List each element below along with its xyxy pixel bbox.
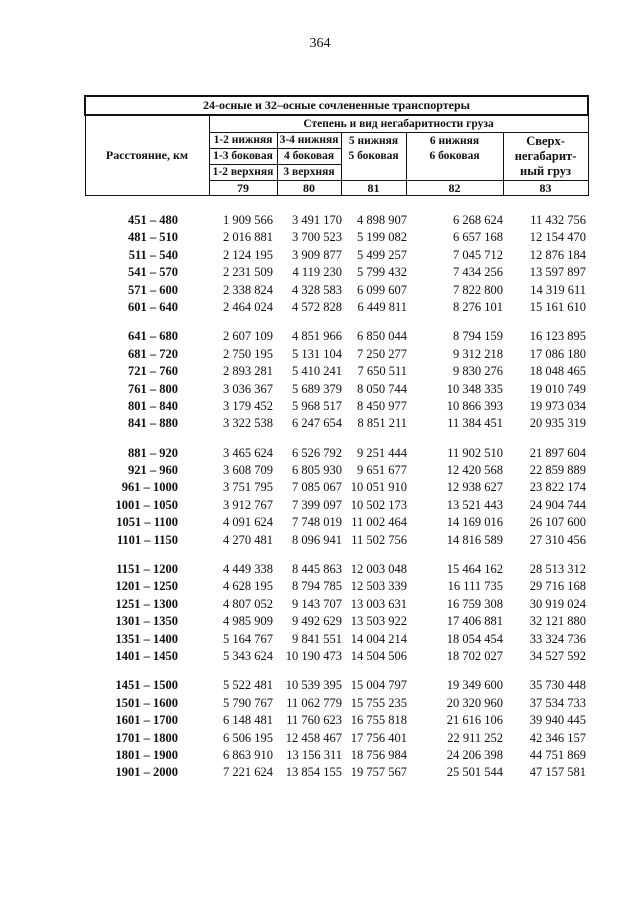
- distance-cell: 1151 – 1200: [116, 562, 178, 577]
- rate-81-cell: 10 502 173: [350, 497, 407, 512]
- rate-80-cell: 13 854 155: [285, 765, 342, 780]
- rate-80-cell: 9 841 551: [292, 631, 342, 646]
- rate-82-cell: 16 111 735: [447, 579, 503, 594]
- table-row: [0, 712, 640, 729]
- table-row: [0, 532, 640, 549]
- distance-cell: 761 – 800: [128, 381, 178, 396]
- table-row: [0, 299, 640, 316]
- rate-80-cell: 5 410 241: [292, 364, 342, 379]
- rate-80-cell: 4 328 583: [292, 282, 342, 297]
- rate-83-cell: 34 527 592: [529, 648, 586, 663]
- rate-82-cell: 14 816 589: [446, 532, 503, 547]
- rate-80-cell: 8 096 941: [292, 532, 342, 547]
- rate-83-cell: 23 822 174: [529, 480, 586, 495]
- distance-cell: 1251 – 1300: [115, 596, 178, 611]
- distance-cell: 1201 – 1250: [115, 579, 178, 594]
- rate-81-cell: 14 004 214: [350, 631, 407, 646]
- rate-81-cell: 14 504 506: [350, 648, 407, 663]
- column-code-81: 81: [341, 181, 406, 196]
- distance-cell: 801 – 840: [128, 398, 178, 413]
- rate-83-cell: 21 897 604: [529, 445, 586, 460]
- rate-79-cell: 4 807 052: [223, 596, 273, 611]
- table-row: [0, 363, 640, 380]
- table-row: [0, 677, 640, 694]
- rate-81-cell: 6 850 044: [357, 329, 407, 344]
- rate-83-cell: 12 876 184: [529, 247, 586, 262]
- rate-79-cell: 3 751 795: [223, 480, 273, 495]
- rate-81-cell: 19 757 567: [350, 765, 407, 780]
- rate-79-cell: 3 465 624: [223, 445, 273, 460]
- rate-79-cell: 3 322 538: [223, 416, 273, 431]
- table-row: [0, 613, 640, 630]
- table-row: [0, 648, 640, 665]
- rate-79-cell: 2 893 281: [223, 364, 273, 379]
- rate-80-cell: 3 909 877: [292, 247, 342, 262]
- rate-82-cell: 7 822 800: [453, 282, 503, 297]
- rate-82-cell: 6 657 168: [453, 230, 503, 245]
- rate-83-cell: 12 154 470: [529, 230, 586, 245]
- table-row: [0, 328, 640, 345]
- rate-83-cell: 22 859 889: [529, 463, 586, 478]
- table-row: [0, 578, 640, 595]
- rate-81-cell: 12 003 048: [350, 562, 407, 577]
- rate-82-cell: 18 054 454: [446, 631, 503, 646]
- rate-81-cell: 8 050 744: [357, 381, 407, 396]
- table-row: [0, 596, 640, 613]
- rate-82-cell: 9 830 276: [453, 364, 503, 379]
- rate-83-cell: 26 107 600: [529, 515, 586, 530]
- table-row: [0, 462, 640, 479]
- row-group: [0, 561, 640, 665]
- rate-82-cell: 17 406 881: [446, 614, 503, 629]
- rate-79-cell: 3 912 767: [223, 497, 273, 512]
- table-row: [0, 247, 640, 264]
- rate-80-cell: 4 851 966: [292, 329, 342, 344]
- rate-80-cell: 4 572 828: [292, 299, 342, 314]
- rate-80-cell: 4 119 230: [292, 265, 342, 280]
- rate-80-cell: 12 458 467: [285, 730, 342, 745]
- rate-82-cell: 9 312 218: [453, 346, 503, 361]
- table-row: [0, 695, 640, 712]
- rate-81-cell: 11 502 756: [351, 532, 407, 547]
- rate-81-cell: 5 199 082: [357, 230, 407, 245]
- rate-81-cell: 7 250 277: [357, 346, 407, 361]
- rate-83-cell: 20 935 319: [529, 416, 586, 431]
- rate-80-cell: 8 794 785: [292, 579, 342, 594]
- distance-cell: 1701 – 1800: [115, 730, 178, 745]
- rate-82-cell: 15 464 162: [446, 562, 503, 577]
- rate-79-cell: 5 522 481: [223, 678, 273, 693]
- rate-82-cell: 11 902 510: [447, 445, 503, 460]
- distance-cell: 451 – 480: [128, 213, 178, 227]
- rate-83-cell: 19 010 749: [529, 381, 586, 396]
- table-row: [0, 764, 640, 781]
- rate-83-cell: 11 432 756: [530, 213, 586, 227]
- rate-81-cell: 15 755 235: [350, 695, 407, 710]
- rate-80-cell: 5 131 104: [292, 346, 342, 361]
- rate-81-cell: 6 449 811: [357, 299, 407, 314]
- table-row: [0, 346, 640, 363]
- distance-cell: 1451 – 1500: [115, 678, 178, 693]
- rate-79-cell: 2 124 195: [223, 247, 273, 262]
- rate-82-cell: 16 759 308: [446, 596, 503, 611]
- rate-81-cell: 16 755 818: [350, 713, 407, 728]
- rate-81-cell: 5 799 432: [357, 265, 407, 280]
- rate-81-cell: 8 450 977: [357, 398, 407, 413]
- rate-79-cell: 3 608 709: [223, 463, 273, 478]
- table-body: [0, 212, 640, 794]
- distance-cell: 641 – 680: [128, 329, 178, 344]
- column-header-80: 3-4 нижняя 4 боковая 3 верхняя: [277, 133, 341, 181]
- rate-79-cell: 6 148 481: [223, 713, 273, 728]
- table-row: [0, 479, 640, 496]
- rate-79-cell: 7 221 624: [223, 765, 273, 780]
- rate-79-cell: 4 270 481: [223, 532, 273, 547]
- rate-81-cell: 6 099 607: [357, 282, 407, 297]
- rate-83-cell: 44 751 869: [529, 747, 586, 762]
- rate-79-cell: 4 628 195: [223, 579, 273, 594]
- rate-83-cell: 19 973 034: [529, 398, 586, 413]
- table-row: [0, 747, 640, 764]
- table-row: [0, 381, 640, 398]
- rate-82-cell: 7 434 256: [453, 265, 503, 280]
- distance-cell: 1601 – 1700: [115, 713, 178, 728]
- distance-cell: 1301 – 1350: [115, 614, 178, 629]
- distance-cell: 921 – 960: [128, 463, 178, 478]
- table-row: [0, 631, 640, 648]
- rate-79-cell: 1 909 566: [223, 213, 273, 227]
- column-code-82: 82: [406, 181, 503, 196]
- distance-cell: 721 – 760: [128, 364, 178, 379]
- rate-81-cell: 9 651 677: [357, 463, 407, 478]
- rate-79-cell: 2 464 024: [223, 299, 273, 314]
- rate-79-cell: 4 985 909: [223, 614, 273, 629]
- row-group: [0, 328, 640, 432]
- rate-82-cell: 19 349 600: [446, 678, 503, 693]
- rate-80-cell: 8 445 863: [292, 562, 342, 577]
- table-row: [0, 445, 640, 462]
- table-row: [0, 415, 640, 432]
- rate-82-cell: 21 616 106: [446, 713, 503, 728]
- rate-82-cell: 12 420 568: [446, 463, 503, 478]
- rate-82-cell: 7 045 712: [453, 247, 503, 262]
- rate-79-cell: 2 016 881: [223, 230, 273, 245]
- rate-83-cell: 42 346 157: [529, 730, 586, 745]
- column-header-79: 1-2 нижняя 1-3 боковая 1-2 верхняя: [209, 133, 277, 181]
- rate-79-cell: 2 607 109: [223, 329, 273, 344]
- rate-81-cell: 9 251 444: [357, 445, 407, 460]
- rate-83-cell: 27 310 456: [529, 532, 586, 547]
- distance-cell: 1801 – 1900: [115, 747, 178, 762]
- rate-81-cell: 10 051 910: [350, 480, 407, 495]
- rate-83-cell: 47 157 581: [529, 765, 586, 780]
- rate-82-cell: 25 501 544: [446, 765, 503, 780]
- distance-cell: 601 – 640: [128, 299, 178, 314]
- distance-cell: 511 – 540: [128, 247, 178, 262]
- rate-79-cell: 6 506 195: [223, 730, 273, 745]
- distance-cell: 881 – 920: [128, 445, 178, 460]
- rate-79-cell: 4 091 624: [223, 515, 273, 530]
- rate-80-cell: 5 968 517: [292, 398, 342, 413]
- table-row: [0, 514, 640, 531]
- rate-82-cell: 8 276 101: [453, 299, 503, 314]
- rate-82-cell: 22 911 252: [447, 730, 503, 745]
- row-group: [0, 445, 640, 549]
- rate-81-cell: 8 851 211: [357, 416, 407, 431]
- rate-83-cell: 16 123 895: [529, 329, 586, 344]
- rate-80-cell: 7 748 019: [292, 515, 342, 530]
- column-header-82: 6 нижняя 6 боковая: [406, 133, 503, 181]
- rate-82-cell: 24 206 398: [446, 747, 503, 762]
- rate-80-cell: 7 399 097: [292, 497, 342, 512]
- distance-cell: 1501 – 1600: [115, 695, 178, 710]
- column-header-83: Сверх- негабарит- ный груз: [503, 133, 588, 181]
- rate-81-cell: 12 503 339: [350, 579, 407, 594]
- rate-82-cell: 10 348 335: [446, 381, 503, 396]
- rate-83-cell: 33 324 736: [529, 631, 586, 646]
- rate-81-cell: 15 004 797: [350, 678, 407, 693]
- rate-80-cell: 7 085 067: [292, 480, 342, 495]
- distance-cell: 1051 – 1100: [116, 515, 178, 530]
- rate-81-cell: 13 003 631: [350, 596, 407, 611]
- rate-82-cell: 6 268 624: [453, 213, 503, 227]
- rate-83-cell: 28 513 312: [529, 562, 586, 577]
- distance-cell: 1101 – 1150: [116, 532, 178, 547]
- rate-83-cell: 14 319 611: [530, 282, 586, 297]
- distance-cell: 1901 – 2000: [115, 765, 178, 780]
- rate-80-cell: 9 492 629: [292, 614, 342, 629]
- distance-column-header: Расстояние, км: [85, 115, 209, 196]
- rate-83-cell: 13 597 897: [529, 265, 586, 280]
- rate-79-cell: 3 179 452: [223, 398, 273, 413]
- rate-80-cell: 3 700 523: [292, 230, 342, 245]
- rate-80-cell: 13 156 311: [286, 747, 342, 762]
- rate-81-cell: 17 756 401: [350, 730, 407, 745]
- table-row: [0, 229, 640, 246]
- rate-82-cell: 11 384 451: [447, 416, 503, 431]
- row-group: [0, 212, 640, 316]
- column-code-80: 80: [277, 181, 341, 196]
- column-code-83: 83: [503, 181, 588, 196]
- rate-82-cell: 12 938 627: [446, 480, 503, 495]
- rate-82-cell: 10 866 393: [446, 398, 503, 413]
- rate-82-cell: 20 320 960: [446, 695, 503, 710]
- table-row: [0, 561, 640, 578]
- table-row: [0, 212, 640, 229]
- rate-83-cell: 32 121 880: [529, 614, 586, 629]
- rate-81-cell: 11 002 464: [351, 515, 407, 530]
- distance-cell: 1001 – 1050: [115, 497, 178, 512]
- rate-80-cell: 10 190 473: [285, 648, 342, 663]
- distance-cell: 961 – 1000: [121, 480, 178, 495]
- rate-80-cell: 11 062 779: [286, 695, 342, 710]
- rate-83-cell: 39 940 445: [529, 713, 586, 728]
- rate-80-cell: 10 539 395: [285, 678, 342, 693]
- rate-83-cell: 30 919 024: [529, 596, 586, 611]
- rate-80-cell: 5 689 379: [292, 381, 342, 396]
- rate-79-cell: 3 036 367: [223, 381, 273, 396]
- rate-79-cell: 6 863 910: [223, 747, 273, 762]
- rate-81-cell: 5 499 257: [357, 247, 407, 262]
- rate-83-cell: 18 048 465: [529, 364, 586, 379]
- distance-cell: 571 – 600: [128, 282, 178, 297]
- rate-83-cell: 37 534 733: [529, 695, 586, 710]
- table-row: [0, 264, 640, 281]
- rate-83-cell: 15 161 610: [529, 299, 586, 314]
- rate-79-cell: 2 338 824: [223, 282, 273, 297]
- rate-83-cell: 35 730 448: [529, 678, 586, 693]
- table-row: [0, 398, 640, 415]
- rate-79-cell: 4 449 338: [223, 562, 273, 577]
- rate-81-cell: 7 650 511: [357, 364, 407, 379]
- distance-cell: 481 – 510: [128, 230, 178, 245]
- distance-cell: 681 – 720: [128, 346, 178, 361]
- rate-79-cell: 5 790 767: [223, 695, 273, 710]
- table-header: [84, 95, 589, 196]
- table-row: [0, 282, 640, 299]
- distance-cell: 841 – 880: [128, 416, 178, 431]
- row-group: [0, 677, 640, 781]
- table-row: [0, 730, 640, 747]
- distance-cell: 1351 – 1400: [115, 631, 178, 646]
- rate-83-cell: 24 904 744: [529, 497, 586, 512]
- rate-80-cell: 6 805 930: [292, 463, 342, 478]
- rate-79-cell: 2 231 509: [223, 265, 273, 280]
- rate-80-cell: 6 247 654: [292, 416, 342, 431]
- rate-82-cell: 18 702 027: [446, 648, 503, 663]
- rate-82-cell: 14 169 016: [446, 515, 503, 530]
- distance-cell: 541 – 570: [128, 265, 178, 280]
- rate-80-cell: 11 760 623: [286, 713, 342, 728]
- rate-83-cell: 29 716 168: [529, 579, 586, 594]
- rate-80-cell: 9 143 707: [292, 596, 342, 611]
- rate-80-cell: 6 526 792: [292, 445, 342, 460]
- rate-82-cell: 13 521 443: [446, 497, 503, 512]
- column-code-79: 79: [209, 181, 277, 196]
- rate-82-cell: 8 794 159: [453, 329, 503, 344]
- rate-83-cell: 17 086 180: [529, 346, 586, 361]
- rate-79-cell: 5 164 767: [223, 631, 273, 646]
- rate-80-cell: 3 491 170: [292, 213, 342, 227]
- column-header-81: 5 нижняя 5 боковая: [341, 133, 406, 181]
- rate-81-cell: 4 898 907: [357, 213, 407, 227]
- rate-81-cell: 13 503 922: [350, 614, 407, 629]
- cargo-oversize-header: Степень и вид негабаритности груза: [209, 115, 588, 133]
- table-title: 24-осные и 32–осные сочлененные транспортеры: [85, 96, 588, 115]
- distance-cell: 1401 – 1450: [115, 648, 178, 663]
- rate-81-cell: 18 756 984: [350, 747, 407, 762]
- rate-79-cell: 5 343 624: [223, 648, 273, 663]
- rate-79-cell: 2 750 195: [223, 346, 273, 361]
- page-number: 364: [309, 36, 331, 51]
- table-row: [0, 497, 640, 514]
